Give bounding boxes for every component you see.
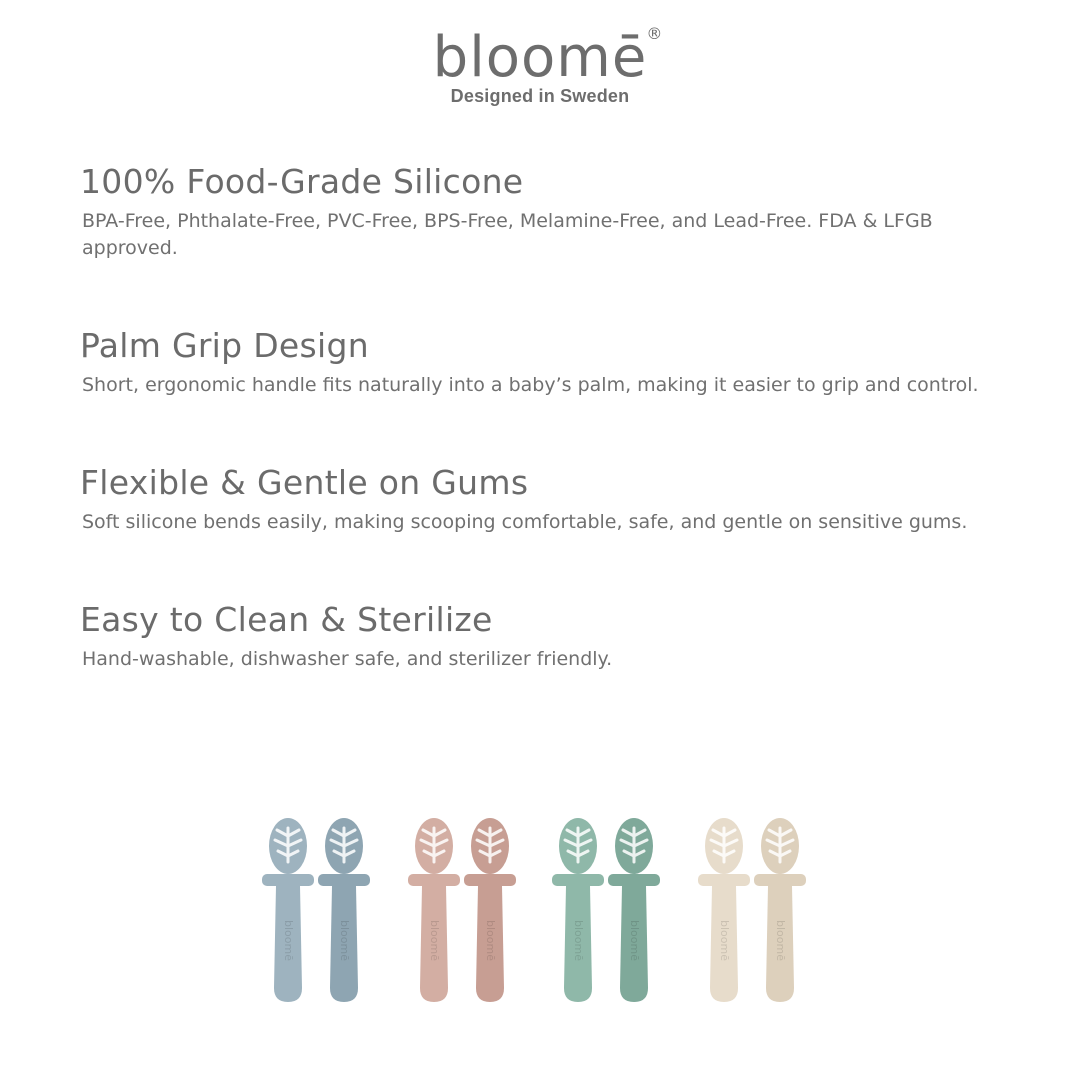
spoon-illustration: [696, 810, 752, 1010]
feature-title: 100% Food-Grade Silicone: [80, 162, 524, 201]
spoon-illustration: [550, 810, 606, 1010]
spoon-guard: [698, 874, 750, 886]
spoon-guard: [464, 874, 516, 886]
feature-title: Flexible & Gentle on Gums: [80, 463, 529, 502]
feature-description: BPA-Free, Phthalate-Free, PVC-Free, BPS-Free, Melamine-Free, and Lead-Free. FDA & LFGB approved.: [82, 210, 933, 259]
brand-tagline: Designed in Sweden: [450, 86, 630, 106]
spoon-guard: [408, 874, 460, 886]
feature-description: Short, ergonomic handle fits naturally into a baby’s palm, making it easier to grip and control.: [82, 374, 979, 396]
brand-logo: [0, 24, 1080, 107]
feature-list: [80, 162, 1020, 737]
product-photo-spoons: [260, 810, 820, 1020]
spoon-illustration: [606, 810, 662, 1010]
spoon-blue: [260, 810, 316, 1010]
spoon-blue: [316, 810, 372, 1010]
spoon-handle-text: bloomē: [718, 920, 731, 961]
spoon-guard: [754, 874, 806, 886]
feature-item: [80, 326, 1020, 399]
spoon-sage: [606, 810, 662, 1010]
feature-item: [80, 162, 1020, 262]
spoon-blush: [462, 810, 518, 1010]
spoon-blush: [406, 810, 462, 1010]
feature-description: Soft silicone bends easily, making scooping comfortable, safe, and gentle on sensitive gums.: [82, 511, 968, 533]
spoon-handle-text: bloomē: [628, 920, 641, 961]
spoon-illustration: [316, 810, 372, 1010]
spoon-illustration: [752, 810, 808, 1010]
feature-item: [80, 600, 1020, 673]
spoon-illustration: [260, 810, 316, 1010]
spoon-illustration: [462, 810, 518, 1010]
feature-item: [80, 463, 1020, 536]
spoon-handle-text: bloomē: [484, 920, 497, 961]
brand-name: [432, 24, 664, 90]
spoon-guard: [262, 874, 314, 886]
spoon-handle-text: bloomē: [774, 920, 787, 961]
spoon-guard: [552, 874, 604, 886]
brand-name-text: bloomē: [432, 25, 648, 90]
feature-title: Easy to Clean & Sterilize: [80, 600, 493, 639]
spoon-illustration: [406, 810, 462, 1010]
spoon-handle-text: bloomē: [338, 920, 351, 961]
spoon-handle-text: bloomē: [572, 920, 585, 961]
spoon-handle-text: bloomē: [282, 920, 295, 961]
feature-title: Palm Grip Design: [80, 326, 369, 365]
spoon-cream: [696, 810, 752, 1010]
spoon-guard: [608, 874, 660, 886]
spoon-handle-text: bloomē: [428, 920, 441, 961]
feature-description: Hand-washable, dishwasher safe, and sterilizer friendly.: [82, 648, 613, 670]
spoon-guard: [318, 874, 370, 886]
spoon-sage: [550, 810, 606, 1010]
spoon-cream: [752, 810, 808, 1010]
registered-mark: ®: [646, 24, 664, 43]
